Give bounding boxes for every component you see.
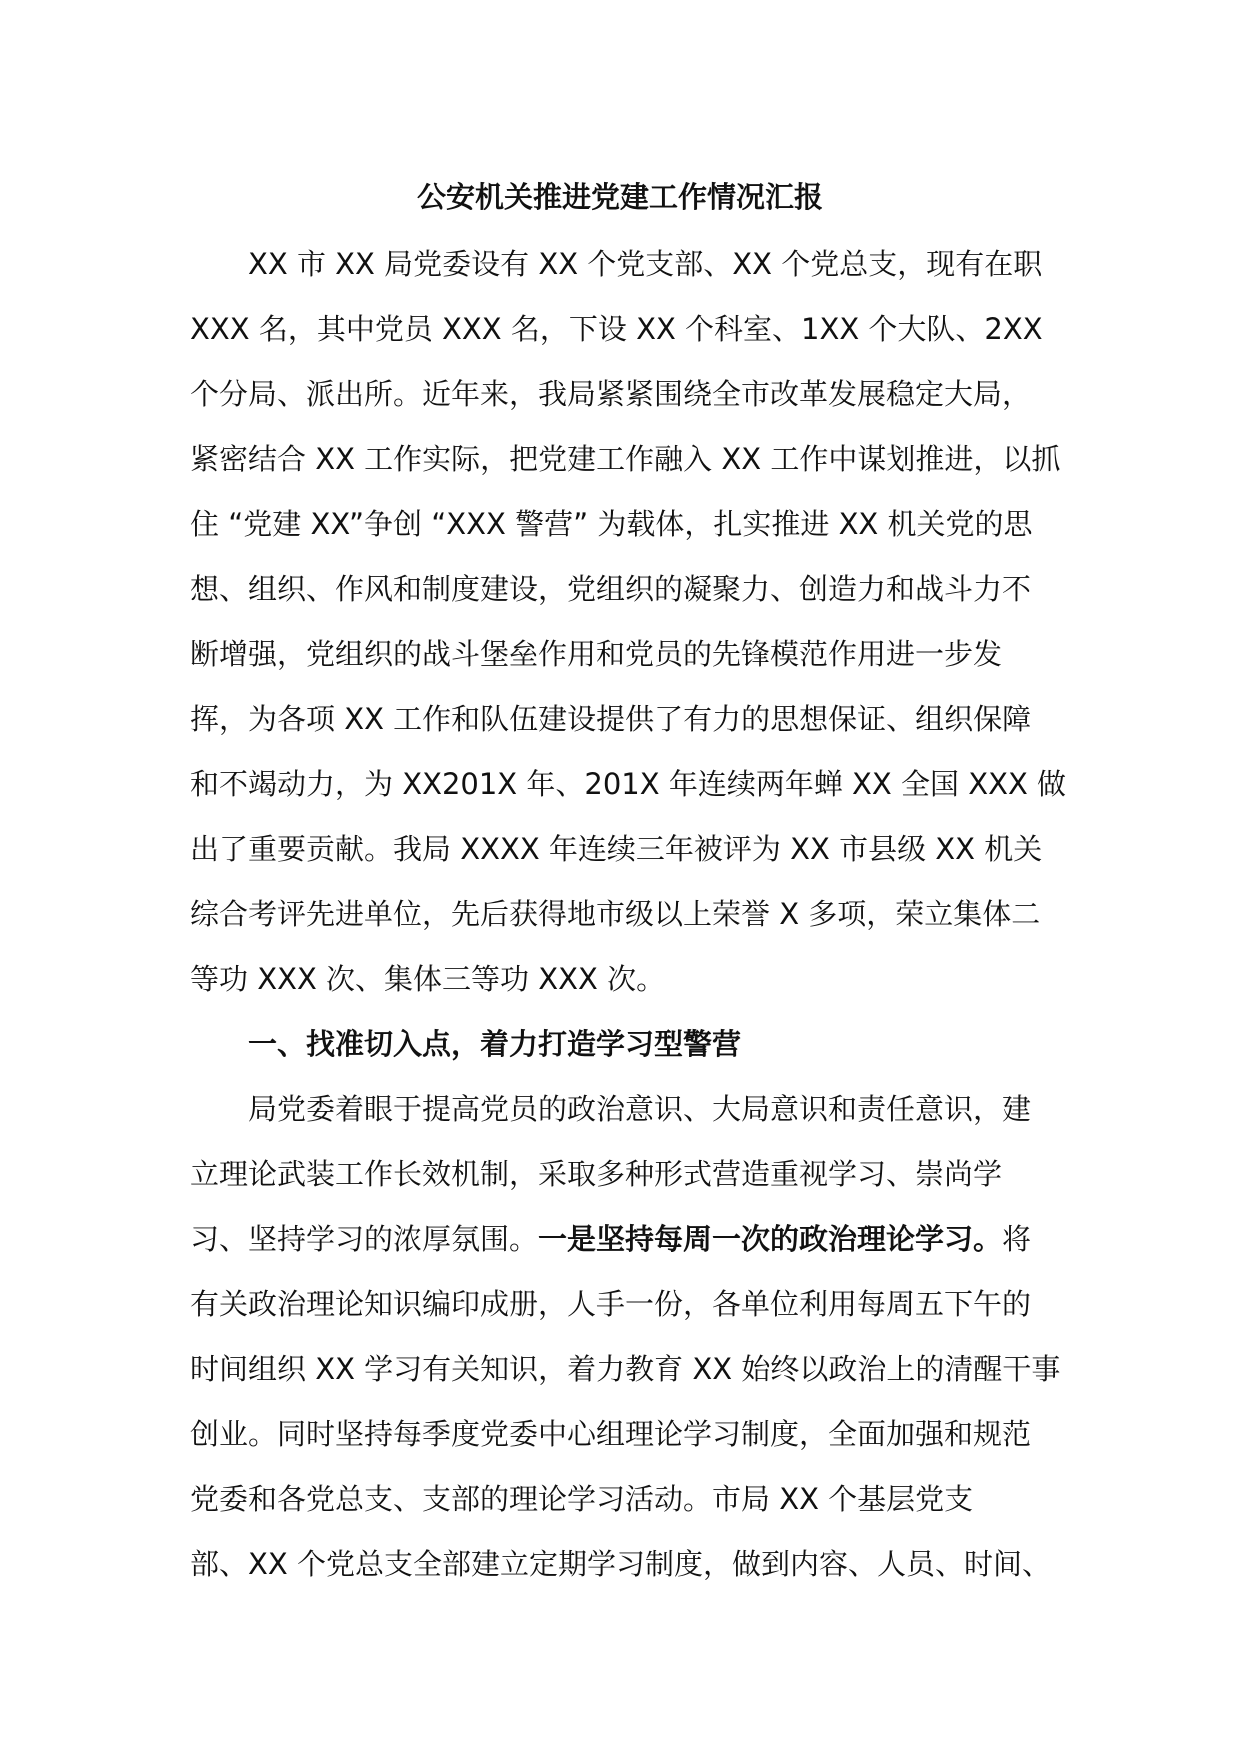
intro-paragraph bbox=[190, 232, 1067, 1012]
section-heading-text: 一、找准切入点，着力打造学习型警营 bbox=[248, 1027, 742, 1061]
paragraph-line: 有关政治理论知识编印成册，人手一份，各单位利用每周五下午的 bbox=[190, 1287, 1032, 1321]
emphasis-text: 一是坚持每周一次的政治理论学习。 bbox=[538, 1222, 1003, 1256]
paragraph-line: 部、XX 个党总支全部建立定期学习制度，做到内容、人员、时间、 bbox=[190, 1547, 1051, 1581]
paragraph-line: 立理论武装工作长效机制，采取多种形式营造重视学习、崇尚学 bbox=[190, 1157, 1003, 1191]
paragraph-line: 住 “党建 XX”争创 “XXX 警营” 为载体，扎实推进 XX 机关党的思 bbox=[190, 507, 1033, 541]
section-heading bbox=[190, 1012, 1060, 1077]
paragraph-line: 想、组织、作风和制度建设，党组织的凝聚力、创造力和战斗力不 bbox=[190, 572, 1032, 606]
paragraph-line: 个分局、派出所。近年来，我局紧紧围绕全市改革发展稳定大局， bbox=[190, 377, 1032, 411]
paragraph-line: 时间组织 XX 学习有关知识，着力教育 XX 始终以政治上的清醒干事 bbox=[190, 1352, 1061, 1386]
paragraph-line: 等功 XXX 次、集体三等功 XXX 次。 bbox=[190, 962, 666, 996]
paragraph-line: XXX 名，其中党员 XXX 名，下设 XX 个科室、1XX 个大队、2XX bbox=[190, 312, 1043, 346]
paragraph-line: 党委和各党总支、支部的理论学习活动。市局 XX 个基层党支 bbox=[190, 1482, 974, 1516]
paragraph-line: 紧密结合 XX 工作实际，把党建工作融入 XX 工作中谋划推进，以抓 bbox=[190, 442, 1061, 476]
paragraph-line: 出了重要贡献。我局 XXXX 年连续三年被评为 XX 市县级 XX 机关 bbox=[190, 832, 1043, 866]
paragraph-line: 创业。同时坚持每季度党委中心组理论学习制度，全面加强和规范 bbox=[190, 1417, 1032, 1451]
section-paragraph bbox=[190, 1077, 1060, 1597]
paragraph-line: 和不竭动力，为 XX201X 年、201X 年连续两年蝉 XX 全国 XXX 做 bbox=[190, 767, 1067, 801]
document-title: 公安机关推进党建工作情况汇报 bbox=[416, 180, 823, 214]
paragraph-line: XX 市 XX 局党委设有 XX 个党支部、XX 个党总支，现有在职 bbox=[248, 247, 1043, 281]
paragraph-line bbox=[190, 1207, 1060, 1272]
paragraph-text: 习、坚持学习的浓厚氛围。 bbox=[190, 1222, 539, 1256]
paragraph-text: 将 bbox=[1002, 1222, 1032, 1256]
paragraph-line: 局党委着眼于提高党员的政治意识、大局意识和责任意识，建 bbox=[248, 1092, 1032, 1126]
paragraph-line: 断增强，党组织的战斗堡垒作用和党员的先锋模范作用进一步发 bbox=[190, 637, 1003, 671]
paragraph-line: 挥，为各项 XX 工作和队伍建设提供了有力的思想保证、组织保障 bbox=[190, 702, 1032, 736]
paragraph-line: 综合考评先进单位，先后获得地市级以上荣誉 X 多项，荣立集体二 bbox=[190, 897, 1041, 931]
